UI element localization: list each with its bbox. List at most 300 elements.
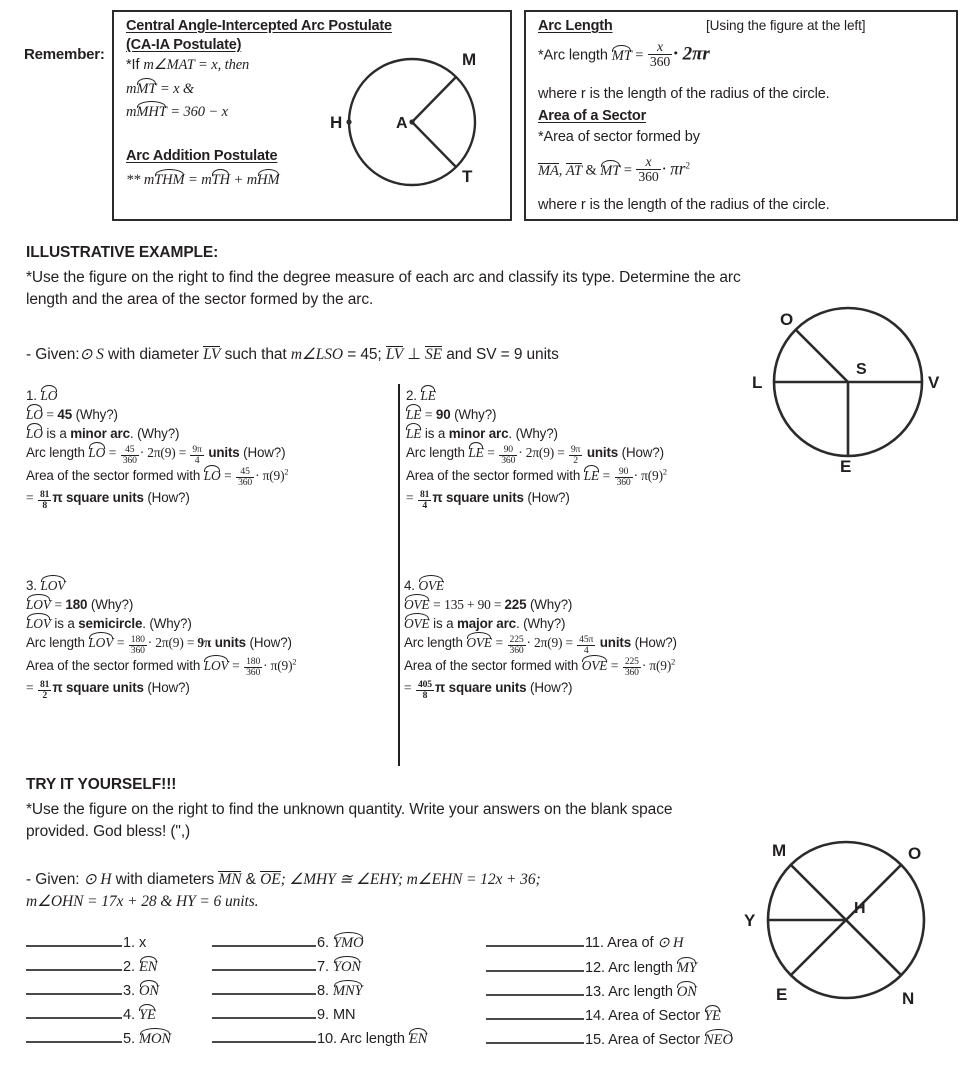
example-3-answer-units: π square units — [52, 680, 148, 695]
arc-addition-statement — [126, 170, 279, 189]
example-3-units: units — [211, 635, 250, 651]
example-2-why-2: (Why?) — [515, 426, 558, 442]
answer-label-9: MN — [332, 1007, 356, 1023]
answer-blank-11[interactable] — [486, 932, 584, 947]
example-1-measure-value: 45 — [57, 407, 72, 423]
answer-blank-3[interactable] — [26, 980, 122, 995]
two-pi-r-term: · 2πr — [673, 43, 710, 65]
answer-blank-9[interactable] — [212, 1004, 316, 1019]
example-1-answer-den: 8 — [38, 500, 51, 511]
circle-s-symbol: ⊙ S — [79, 346, 104, 363]
example-1-is-a: is a — [42, 426, 71, 442]
example-2-answer-fraction — [418, 490, 431, 511]
answer-row-8 — [212, 980, 427, 999]
example-3-type-value: semicircle — [78, 616, 143, 632]
example-2-measure-value: 90 — [435, 407, 451, 423]
example-4-answer-num: 405 — [417, 678, 432, 690]
answer-number-3: 3. — [123, 983, 135, 999]
given-text-3: = 45; — [342, 346, 386, 363]
answer-prefix-13: Arc length — [608, 984, 677, 1000]
example-1-area-den: 360 — [238, 477, 253, 489]
example-4-result-fraction — [577, 635, 595, 656]
example-3-ratio-fraction — [129, 635, 147, 656]
answer-row-4 — [26, 1004, 171, 1023]
example-4-type — [404, 614, 776, 633]
example-1-answer: = $\frac{81}{8}$ π square units (How?) — [26, 488, 190, 511]
answer-row-2 — [26, 956, 171, 975]
example-2-how-1: (How?) — [621, 445, 664, 461]
answer-prefix-10: Arc length — [340, 1031, 409, 1047]
example-3-arc-ref-1: LOV — [26, 597, 51, 613]
example-3-why-2: (Why?) — [149, 616, 192, 632]
example-2-why-1: (Why?) — [454, 407, 497, 423]
example-1-ratio-fraction — [121, 445, 139, 466]
ampersand-sep: & — [582, 162, 601, 179]
example-3-arc-ref-3: LOV — [88, 635, 114, 651]
example-4-arc-ref-3: OVE — [466, 635, 492, 651]
example-4-ratio-fraction — [508, 635, 526, 656]
example-4-answer-fraction — [416, 680, 434, 701]
equals-m-1: = m — [184, 172, 212, 188]
segment-lv-2: LV — [385, 346, 404, 363]
example-2-measure: LE = 90 (Why?) — [406, 407, 497, 423]
answer-row-10 — [212, 1028, 427, 1047]
example-3-how-2: (How?) — [147, 680, 190, 695]
pi-r-term: · πr — [661, 158, 686, 179]
answer-label-8: MNY — [332, 983, 363, 999]
ca-ia-statement-1 — [126, 57, 249, 74]
example-4-ratio-num: 225 — [509, 633, 524, 645]
example-1-period: . — [129, 426, 138, 442]
example-1-arc-label: LO — [40, 388, 58, 403]
example-4-measure-value: 225 — [504, 597, 527, 613]
example-2-answer-den: 4 — [418, 500, 431, 511]
answer-row-5 — [26, 1028, 171, 1047]
example-2-ratio-fraction — [499, 445, 517, 466]
example-3-answer-num: 81 — [39, 678, 50, 690]
example-3-period: . — [142, 616, 150, 632]
example-4-area: Area of the sector formed with OVE = $\frac{225}{360}$ · $\pi(9)^2$ — [404, 656, 676, 679]
example-2-area-num: 90 — [618, 466, 629, 478]
answer-row-7 — [212, 956, 427, 975]
answer-row-6 — [212, 932, 427, 951]
example-3-why-1: (Why?) — [90, 597, 134, 613]
example-2-arc-label: LE — [420, 388, 436, 403]
example-item-2 — [406, 386, 776, 510]
answer-label-13: ON — [676, 984, 697, 1000]
answer-number-5: 5. — [123, 1031, 135, 1047]
tryit-given-line2 — [26, 892, 258, 912]
example-4-arc-ref-4: OVE — [581, 657, 608, 673]
segment-mn: MN — [218, 871, 242, 888]
circle-a-center-label: A — [396, 115, 408, 132]
ampersand-sep-2: & — [241, 871, 261, 888]
example-1-answer-units: π square units — [52, 490, 148, 505]
ca-ia-title-line2: (CA-IA Postulate) — [126, 37, 242, 53]
example-3-measure: LOV = 180 (Why?) — [26, 597, 134, 613]
circle-h-symbol: ⊙ H — [83, 871, 112, 888]
example-3-area: Area of the sector formed with LOV = $\frac{180}{360}$ · $\pi(9)^2$ — [26, 656, 297, 679]
example-4-answer-den: 8 — [416, 690, 434, 701]
example-3-ratio-num: 180 — [130, 633, 145, 645]
answer-blank-2[interactable] — [26, 956, 122, 971]
equals-x-and: = x & — [156, 81, 195, 97]
example-1-arclen-label: Arc length — [26, 445, 89, 461]
answer-blank-8[interactable] — [212, 980, 316, 995]
example-3-answer-fraction — [38, 680, 51, 701]
example-item-1 — [26, 386, 392, 510]
example-2-area-tail: · π(9) — [633, 467, 663, 483]
illustrative-given — [26, 345, 559, 365]
answer-number-12: 12. — [585, 960, 605, 976]
tryit-instruction-line1: *Use the figure on the right to find the unknown quantity. Write your answers on the blank space — [26, 801, 673, 818]
area-sector-lead: *Area of sector formed by — [538, 129, 700, 145]
radius-note-1: where r is the length of the radius of the circle. — [538, 86, 830, 102]
example-1-measure: LO = 45 (Why?) — [26, 407, 118, 423]
answer-prefix-15: Area of Sector — [608, 1032, 704, 1048]
illustrative-instruction-line1: *Use the figure on the right to find the degree measure of each arc and classify its type. Determine the arc — [26, 269, 741, 286]
example-3-area-pow: 2 — [292, 657, 297, 667]
example-4-area-den: 360 — [624, 667, 639, 679]
circle-h-point-o: O — [908, 844, 922, 863]
example-3-number: 3. — [26, 578, 37, 593]
example-2-answer: = $\frac{81}{4}$ π square units (How?) — [406, 488, 570, 511]
tryit-given-line1 — [26, 870, 541, 890]
answer-label-5: MON — [138, 1031, 172, 1047]
answer-label-12: MY — [676, 960, 697, 976]
answer-label-10: EN — [408, 1031, 428, 1047]
example-3-area-num: 180 — [246, 656, 261, 668]
radius-note-2: where r is the length of the radius of the circle. — [538, 197, 830, 213]
arc-thm-symbol: THM — [154, 172, 185, 188]
remember-label: Remember: — [24, 46, 105, 63]
circle-a-figure — [330, 42, 508, 202]
example-3-how-1: (How?) — [249, 635, 292, 651]
answer-number-11: 11. — [585, 935, 604, 951]
example-1-result-num: 9π — [192, 443, 202, 455]
answer-row-12 — [486, 957, 733, 976]
answer-row-1 — [26, 932, 171, 951]
x-over-360-fraction-1 — [648, 40, 672, 69]
example-1-result-fraction — [190, 445, 203, 466]
using-figure-note: [Using the figure at the left] — [706, 18, 866, 33]
angle-lso-expr: m∠LSO — [290, 346, 343, 363]
example-1-units: units — [204, 445, 244, 461]
example-3-result-simple: 9π — [197, 635, 212, 651]
example-2-result-den: 2 — [569, 455, 582, 466]
example-4-arc-label: OVE — [418, 578, 445, 593]
example-1-how-2: (How?) — [147, 490, 190, 505]
example-1-type-value: minor arc — [70, 426, 130, 442]
circle-s-point-e: E — [840, 457, 852, 472]
circle-h-point-e: E — [776, 985, 788, 1004]
example-2-answer-num: 81 — [419, 488, 430, 500]
answer-number-7: 7. — [317, 959, 329, 975]
example-3-area-fraction — [244, 657, 262, 678]
postulate-box-left — [112, 10, 512, 221]
answer-row-3 — [26, 980, 171, 999]
example-4-how-1: (How?) — [634, 635, 677, 651]
angle-ohn-expr: m∠OHN — [26, 893, 84, 910]
example-1-area-fraction — [236, 467, 254, 488]
answer-row-13 — [486, 981, 733, 1000]
m-prefix-2: m — [126, 104, 137, 120]
answer-blank-7[interactable] — [212, 956, 316, 971]
answer-row-9 — [212, 1004, 427, 1023]
example-3-area-tail: · π(9) — [263, 657, 293, 673]
angle-mat-expr: m∠MAT — [143, 57, 195, 73]
example-1-arclen-mid: · 2π(9) = — [139, 445, 190, 461]
answer-label-1: x — [138, 935, 147, 951]
given-text-1: with diameter — [103, 346, 204, 363]
example-2-ratio-den: 360 — [501, 454, 516, 466]
example-4-number: 4. — [404, 578, 415, 593]
answer-number-14: 14. — [585, 1008, 605, 1024]
example-3-arclen-label: Arc length — [26, 635, 89, 651]
answer-label-6: YMO — [332, 935, 364, 951]
fraction-numerator-2: x — [645, 154, 652, 169]
circle-s-point-v: V — [928, 373, 940, 392]
example-1-result-den: 4 — [190, 455, 203, 466]
arc-th-symbol: TH — [211, 172, 230, 188]
answer-number-15: 15. — [585, 1032, 605, 1048]
given-prefix-2: - Given: — [26, 871, 84, 888]
fraction-numerator: x — [657, 39, 664, 54]
diameters-text: with diameters — [111, 871, 219, 888]
ca-ia-statement-2 — [126, 79, 194, 98]
example-2-ratio-num: 90 — [503, 443, 513, 455]
answer-row-11 — [486, 932, 733, 952]
answer-prefix-11: Area of — [607, 935, 658, 951]
example-2-answer-units: π square units — [432, 490, 528, 505]
example-1-ratio-den: 360 — [122, 454, 137, 466]
example-1-arc-ref-3: LO — [88, 445, 106, 461]
answer-number-6: 6. — [317, 935, 329, 951]
example-4-ratio-den: 360 — [509, 644, 524, 656]
answer-label-3: ON — [138, 983, 160, 999]
example-1-arc-ref-2: LO — [26, 426, 43, 442]
example-4-answer: = $\frac{405}{8}$ π square units (How?) — [404, 678, 573, 701]
example-4-type-value: major arc — [456, 616, 516, 632]
example-3-type — [26, 614, 398, 633]
if-prefix: *If — [126, 57, 144, 73]
given-hy-text: = 17x + 28 & HY = 6 units. — [83, 893, 259, 910]
example-2-area: Area of the sector formed with LE = $\frac{90}{360}$ · $\pi(9)^2$ — [406, 466, 667, 489]
circle-s-point-l: L — [752, 373, 763, 392]
example-2-arc-ref-3: LE — [468, 445, 484, 461]
example-2-type — [406, 424, 776, 443]
example-3-arc-label: LOV — [40, 578, 66, 593]
given-text-4: and SV = 9 units — [442, 346, 559, 363]
example-3-arclength: Arc length LOV = $\frac{180}{360}$ · 2π(9) = 9π units (How?) — [26, 633, 292, 656]
example-1-answer-num: 81 — [39, 488, 50, 500]
example-3-answer-den: 2 — [38, 690, 51, 701]
arc-length-formula — [538, 40, 710, 69]
answer-number-10: 10. — [317, 1031, 337, 1047]
arc-mt-symbol-2: MT — [611, 47, 632, 64]
answer-blank-5[interactable] — [26, 1028, 122, 1043]
tryit-heading: TRY IT YOURSELF!!! — [26, 776, 177, 793]
plus-m: + m — [229, 172, 258, 188]
answer-number-9: 9. — [317, 1007, 329, 1023]
example-3-measure-value: 180 — [65, 597, 88, 613]
example-2-area-den: 360 — [616, 477, 631, 489]
example-2-number: 2. — [406, 388, 417, 403]
squared-exponent: 2 — [685, 160, 690, 171]
example-1-why-2: (Why?) — [137, 426, 180, 442]
segment-oe: OE — [260, 871, 281, 888]
example-1-how-1: (How?) — [243, 445, 286, 461]
answer-blank-12[interactable] — [486, 957, 584, 972]
answer-label-14: YE — [704, 1008, 721, 1024]
answer-number-8: 8. — [317, 983, 329, 999]
segment-at: AT — [565, 162, 582, 179]
segment-lv-1: LV — [203, 346, 221, 363]
circle-s-center-label: S — [856, 361, 867, 378]
example-4-area-label: Area of the sector formed with — [404, 657, 582, 673]
example-4-measure-expr: 135 + 90 = — [444, 597, 505, 613]
m-prefix-1: m — [126, 81, 137, 97]
example-4-units: units — [596, 635, 635, 651]
answer-row-14 — [486, 1005, 733, 1024]
example-3-answer: = $\frac{81}{2}$ π square units (How?) — [26, 678, 190, 701]
x-over-360-fraction-2 — [636, 155, 660, 184]
example-2-result-fraction — [569, 445, 582, 466]
arc-addition-title: Arc Addition Postulate — [126, 148, 278, 164]
example-2-arclen-label: Arc length — [406, 445, 469, 461]
example-1-area-pow: 2 — [284, 467, 289, 477]
example-1-area: Area of the sector formed with LO = $\frac{45}{360}$ · $\pi(9)^2$ — [26, 466, 289, 489]
example-4-arc-ref-1: OVE — [404, 597, 430, 613]
answer-blank-14[interactable] — [486, 1005, 584, 1020]
segment-se: SE — [424, 346, 442, 363]
example-1-area-tail: · π(9) — [255, 467, 285, 483]
segment-ma: MA — [538, 162, 559, 179]
given-angles-text: ; ∠MHY ≅ ∠EHY; m∠EHN = 12x + 36; — [280, 871, 541, 888]
example-3-arc-ref-2: LOV — [26, 616, 51, 632]
example-4-arclength: Arc length OVE = $\frac{225}{360}$ · 2π(9) = $\frac{45\pi}{4}$ units (How?) — [404, 633, 677, 656]
example-item-3 — [26, 576, 398, 700]
formula-box-right — [524, 10, 958, 221]
asterisk-m-prefix: ** m — [126, 172, 155, 188]
answer-number-2: 2. — [123, 959, 135, 975]
arc-mt-symbol-3: MT — [600, 162, 621, 179]
example-1-type — [26, 424, 392, 443]
circle-h-center-label: H — [854, 900, 866, 917]
arc-length-prefix: *Arc length — [538, 47, 612, 64]
example-3-is-a: is a — [50, 616, 79, 632]
circle-s-point-o: O — [780, 310, 794, 329]
arc-length-title: Arc Length — [538, 18, 613, 34]
circle-a-point-t: T — [462, 167, 473, 186]
illustrative-heading: ILLUSTRATIVE EXAMPLE: — [26, 244, 219, 261]
illustrative-instruction-line2: length and the area of the sector formed by the arc. — [26, 291, 374, 308]
example-3-area-label: Area of the sector formed with — [26, 657, 204, 673]
circle-h-figure — [730, 828, 962, 1024]
example-2-period: . — [508, 426, 516, 442]
example-4-area-tail: · π(9) — [641, 657, 672, 673]
answer-column-2 — [212, 932, 427, 1047]
example-2-arclen-mid: · 2π(9) = — [518, 445, 568, 461]
given-text-2: such that — [220, 346, 291, 363]
then-suffix: = x, then — [194, 57, 250, 73]
answer-blank-10[interactable] — [212, 1028, 316, 1043]
ca-ia-title-line1: Central Angle-Intercepted Arc Postulate — [126, 18, 392, 34]
example-3-heading — [26, 576, 398, 595]
answer-blank-13[interactable] — [486, 981, 584, 996]
example-4-why-1: (Why?) — [529, 597, 573, 613]
arc-mt-symbol: MT — [136, 81, 157, 97]
example-2-area-label: Area of the sector formed with — [406, 467, 584, 483]
answer-blank-4[interactable] — [26, 1004, 122, 1019]
example-1-ratio-num: 45 — [125, 443, 135, 455]
example-2-how-2: (How?) — [527, 490, 570, 505]
example-1-why-1: (Why?) — [75, 407, 118, 423]
answer-label-15: NEO — [704, 1032, 733, 1048]
example-4-area-fraction — [623, 657, 641, 678]
example-1-area-label: Area of the sector formed with — [26, 467, 204, 483]
perpendicular-symbol: ⊥ — [403, 346, 425, 363]
example-3-area-den: 360 — [246, 667, 261, 679]
example-4-result-num: 45π — [579, 633, 594, 645]
answer-label-11: ⊙ H — [657, 935, 684, 951]
answer-column-1 — [26, 932, 171, 1047]
column-divider — [398, 384, 400, 766]
answer-blank-1[interactable] — [26, 932, 122, 947]
answer-column-3 — [486, 932, 733, 1048]
example-2-arc-ref-1: LE — [406, 407, 422, 423]
example-1-arclength: Arc length LO = $\frac{45}{360}$ · 2π(9) = $\frac{9\pi}{4}$ units (How?) — [26, 443, 286, 466]
answer-prefix-12: Arc length — [608, 960, 677, 976]
area-sector-title: Area of a Sector — [538, 108, 647, 124]
answer-blank-15[interactable] — [486, 1029, 584, 1044]
example-4-why-2: (Why?) — [523, 616, 566, 632]
example-item-4 — [404, 576, 776, 700]
example-1-area-num: 45 — [240, 466, 250, 478]
circle-h-point-m: M — [772, 841, 787, 860]
answer-number-13: 13. — [585, 984, 605, 1000]
example-2-heading — [406, 386, 776, 405]
example-3-arc-ref-4: LOV — [203, 657, 229, 673]
answer-number-1: 1. — [123, 935, 135, 951]
example-2-result-num: 9π — [570, 443, 581, 455]
fraction-denominator-2: 360 — [638, 169, 659, 185]
circle-a-point-m: M — [462, 50, 477, 69]
example-2-area-pow: 2 — [662, 467, 667, 477]
example-1-number: 1. — [26, 388, 37, 403]
example-2-area-fraction — [615, 467, 633, 488]
answer-blank-6[interactable] — [212, 932, 316, 947]
given-prefix-1: - Given: — [26, 346, 80, 363]
example-2-arc-ref-4: LE — [583, 467, 600, 483]
example-3-arclen-mid: · 2π(9) = — [147, 635, 198, 651]
example-1-arc-ref-4: LO — [203, 467, 221, 483]
example-4-period: . — [515, 616, 524, 632]
example-4-answer-units: π square units — [434, 680, 531, 695]
example-4-heading — [404, 576, 776, 595]
arc-mht-symbol: MHT — [136, 104, 167, 120]
answer-number-4: 4. — [123, 1007, 135, 1023]
equals-360-minus-x: = 360 − x — [166, 104, 228, 120]
answer-row-15 — [486, 1029, 733, 1048]
example-4-how-2: (How?) — [530, 680, 573, 695]
fraction-denominator: 360 — [649, 54, 671, 70]
example-2-units: units — [583, 445, 622, 461]
area-sector-formula — [538, 155, 690, 184]
example-4-arclen-mid: · 2π(9) = — [526, 635, 577, 651]
example-4-arc-ref-2: OVE — [404, 616, 430, 632]
answer-label-4: YE — [138, 1007, 156, 1023]
